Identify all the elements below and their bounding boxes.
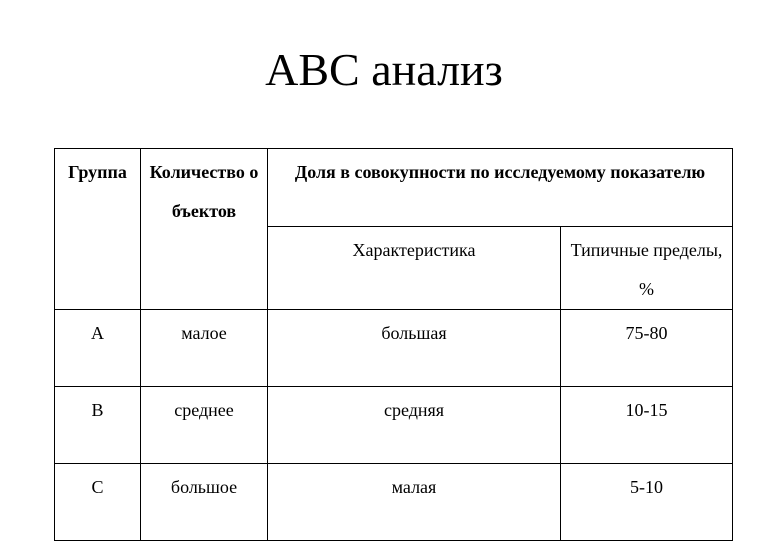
slide-title: ABC анализ [265,44,503,95]
header-characteristic: Характеристика [268,227,561,310]
table-row [55,387,733,464]
abc-table [54,148,733,541]
cell-count: среднее [141,387,268,464]
header-count: Количество объектов [141,149,268,310]
cell-count: большое [141,464,268,541]
cell-group: B [55,387,141,464]
cell-count: малое [141,310,268,387]
header-limits: Типичные пределы, % [561,227,733,310]
header-group: Группа [55,149,141,310]
cell-characteristic: средняя [268,387,561,464]
header-share: Доля в совокупности по исследуемому показателю [268,149,733,227]
cell-limits: 75-80 [561,310,733,387]
cell-characteristic: большая [268,310,561,387]
cell-limits: 10-15 [561,387,733,464]
cell-characteristic: малая [268,464,561,541]
cell-group: A [55,310,141,387]
cell-group: C [55,464,141,541]
table-row [55,464,733,541]
table-row [55,310,733,387]
cell-limits: 5-10 [561,464,733,541]
